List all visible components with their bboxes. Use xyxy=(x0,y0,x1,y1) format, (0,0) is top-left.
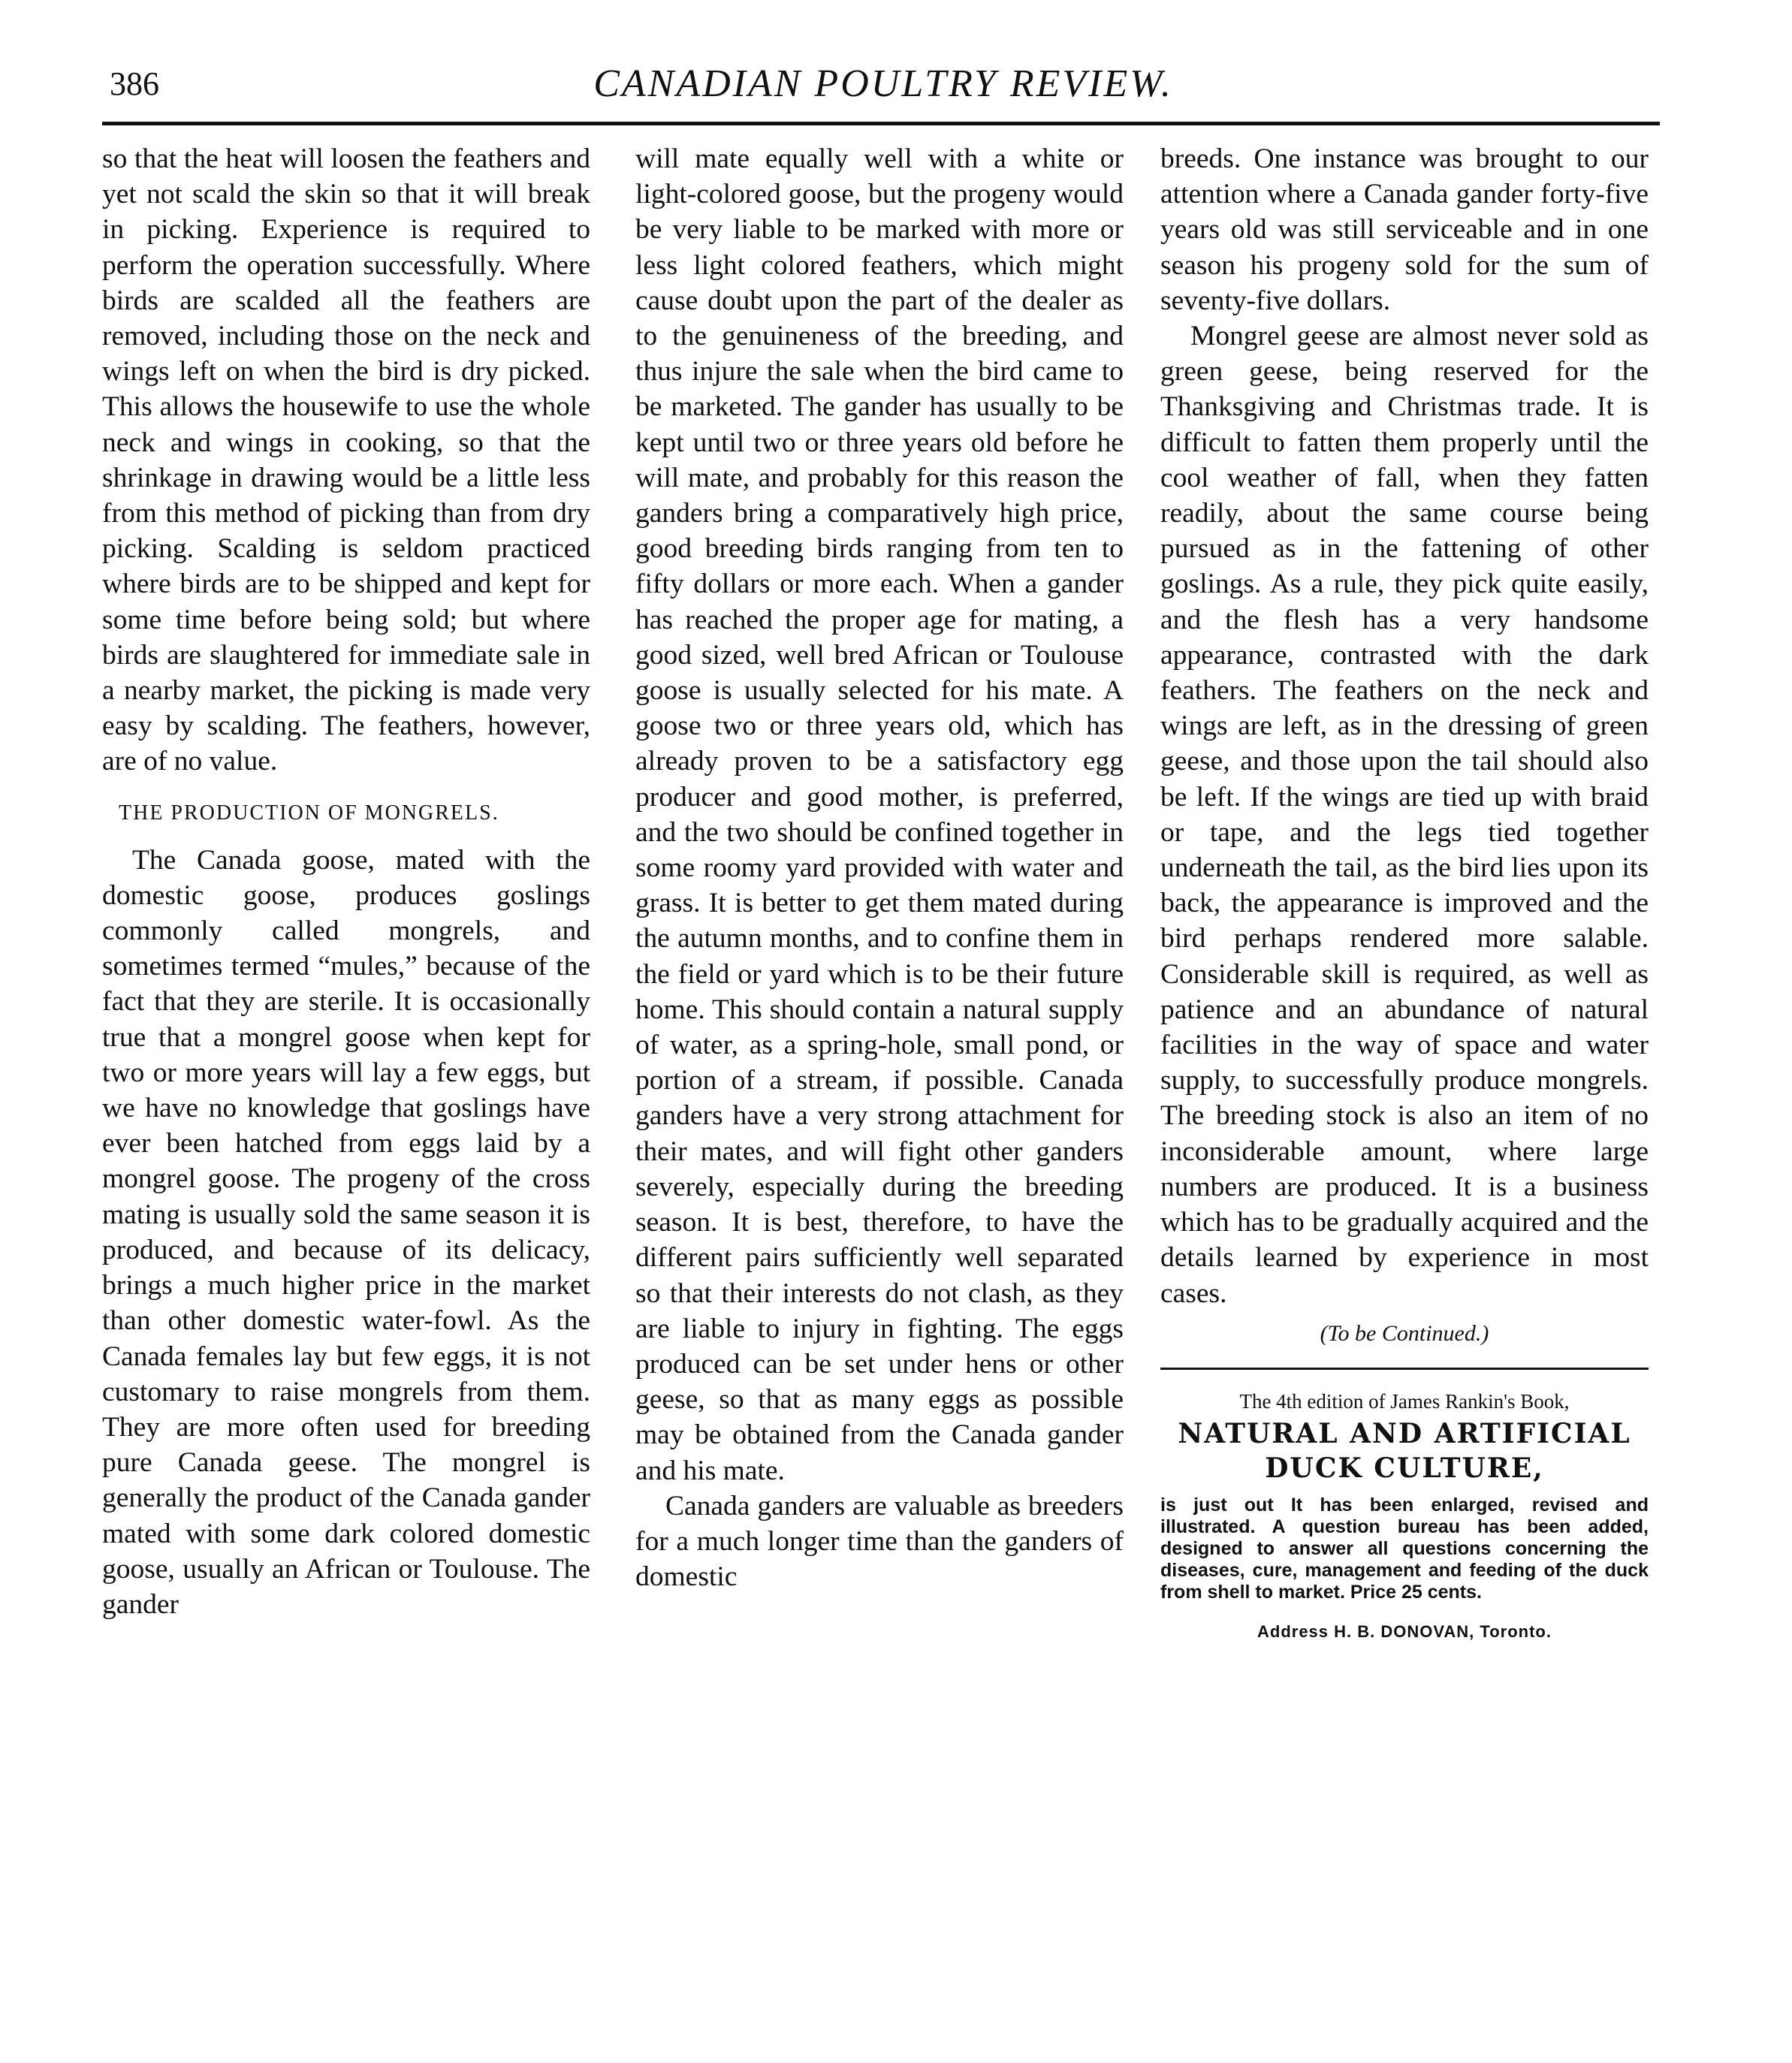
article-paragraph: will mate equally well with a white or light-colored goose, but the progeny would be very liable to be marked with more or less light colored feathers, which might cause doubt upon the part of the dealer as to the genuineness of the breeding, and thus injure the sale when the bird came to be marketed. The gander has usually to be kept until two or three years old before he will mate, and probably for this reason the ganders bring a comparatively high price, good breeding birds ranging from ten to fifty dollars or more each. When a gander has reached the proper age for mating, a good sized, well bred African or Toulouse goose is usually selected for his mate. A goose two or three years old, which has already proven to be a satisfactory egg producer and good mother, is preferred, and the two should be confined together in some roomy yard provided with water and grass. It is better to get them mated during the autumn months, and to confine them in the field or yard which is to be their future home. This should contain a natural supply of water, as a spring-hole, small pond, or portion of a stream, if possible. Canada ganders have a very strong attachment for their mates, and will fight other ganders severely, especially during the breeding season. It is best, therefore, to have the different pairs sufficiently well separated so that their interests do not clash, as they are liable to injury in fighting. The eggs produced can be set under hens or other geese, so that as many eggs as possible may be obtained from the Canada gander and his mate. xyxy=(635,143,1124,1486)
advertisement-rule xyxy=(1160,1368,1649,1370)
advertisement xyxy=(1160,1386,1649,1649)
to-be-continued: (To be Continued.) xyxy=(1320,1320,1489,1346)
page-header xyxy=(102,62,1664,122)
right-column xyxy=(1160,141,1649,1649)
advertisement-title-line2: DUCK CULTURE, xyxy=(1265,1452,1544,1484)
article-paragraph: breeds. One instance was brought to our attention where a Canada gander forty-five years old was still serviceable and in one season his progeny sold for the sum of seventy-five dollars. xyxy=(1160,143,1649,316)
journal-title: CANADIAN POULTRY REVIEW. xyxy=(593,62,1173,105)
article-paragraph: so that the heat will loosen the feathers and yet not scald the skin so that it will break in picking. Experience is required to perform the operation successfully. Where birds are scalded all the feathers are removed, including those on the neck and wings left on when the bird is dry picked. This allows the housewife to use the whole neck and wings in cooking, so that the shrinkage in drawing would be a little less from this method of picking than from dry picking. Scalding is seldom practiced where birds are to be shipped and kept for some time before being sold; but where birds are slaughtered for immediate sale in a nearby market, the picking is made very easy by scalding. The feathers, however, are of no value. xyxy=(102,143,590,777)
section-heading: THE PRODUCTION OF MONGRELS. xyxy=(119,801,499,825)
left-column xyxy=(102,141,590,1622)
article-paragraph: Mongrel geese are almost never sold as green geese, being reserved for the Thanksgiving and Christmas trade. It is difficult to fatten them properly until the cool weather of fall, when they fatten readily, about the same course being pursued as in the fattening of other goslings. As a rule, they pick quite easily, and the flesh has a very handsome appearance, contrasted with the dark feathers. The feathers on the neck and wings are left, as in the dressing of green geese, and those upon the tail should also be left. If the wings are tied up with braid or tape, and the legs tied together underneath the tail, as the bird lies upon its back, the appearance is improved and the bird perhaps rendered more salable. Considerable skill is required, as well as patience and an abundance of natural facilities in the way of space and water supply, to successfully produce mongrels. The breeding stock is also an item of no inconsiderable amount, where large numbers are produced. It is a business which has to be gradually acquired and the details learned by experience in most cases. xyxy=(1160,321,1649,1309)
header-rule xyxy=(102,122,1660,125)
advertisement-address: Address H. B. DONOVAN, Toronto. xyxy=(1257,1621,1552,1641)
middle-column xyxy=(635,141,1124,1594)
page-number: 386 xyxy=(110,65,159,102)
article-paragraph: Canada ganders are valuable as breeders for a much longer time than the ganders of domestic xyxy=(635,1490,1124,1593)
article-paragraph: The Canada goose, mated with the domestic goose, produces goslings commonly called mongrels, and sometimes termed “mules,” because of the fact that they are sterile. It is occasionally true that a mongrel goose when kept for two or more years will lay a few eggs, but we have no knowledge that goslings have ever been hatched from eggs laid by a mongrel goose. The progeny of the cross mating is usually sold the same season it is produced, and because of its delicacy, brings a much higher price in the market than other domestic water-fowl. As the Canada females lay but few eggs, it is not customary to raise mongrels from them. They are more often used for breeding pure Canada geese. The mongrel is generally the product of the Canada gander mated with some dark colored domestic goose, usually an African or Toulouse. The gander xyxy=(102,844,590,1620)
advertisement-intro: The 4th edition of James Rankin's Book, xyxy=(1239,1389,1570,1413)
advertisement-title-line1: NATURAL AND ARTIFICIAL xyxy=(1178,1417,1631,1449)
advertisement-body: is just out It has been enlarged, revised and illustrated. A question bureau has been added, designed to answer all questions concerning the diseases, cure, management and feeding of the duck from shell to market. Price 25 cents. xyxy=(1160,1494,1649,1603)
